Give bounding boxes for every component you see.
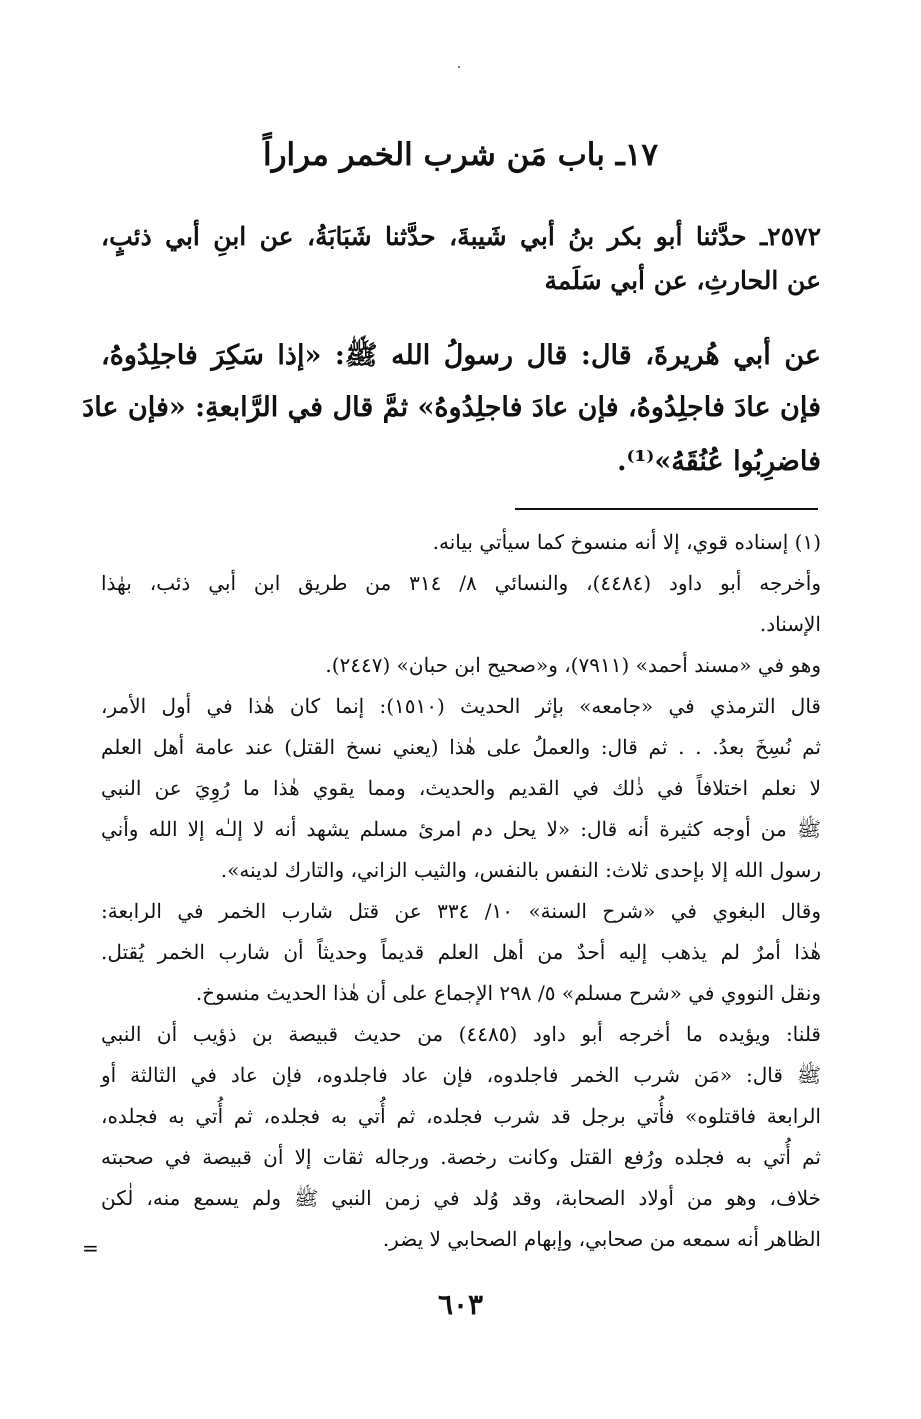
footnote-line: وأخرجه أبو داود (٤٤٨٤)، والنسائي ٨/ ٣١٤ من طريق ابن أبي ذئب، بهٰذا — [101, 571, 822, 595]
footnote-line: الرابعة فاقتلوه» فأُتي برجل قد شرب فجلده، ثم أُتي به فجلده، ثم أُتي به فجلده، — [101, 1104, 821, 1128]
footnote-line: خلاف، وهو من أولاد الصحابة، وقد وُلد في زمن النبي ﷺ ولم يسمع منه، لٰكن — [101, 1186, 821, 1210]
footnote-separator — [515, 508, 818, 510]
footnote-line: الظاهر أنه سمعه من صحابي، وإبهام الصحابي لا يضر. — [382, 1227, 821, 1251]
footnote-line: لا نعلم اختلافاً في ذٰلك في القديم والحديث، ومما يقوي هٰذا ما رُوِيَ عن النبي — [101, 776, 821, 800]
hadith-isnad-line: ٢٥٧٢ـ حدَّثنا أبو بكر بنُ أبي شَيبةَ، حدَّثنا شَبَابَةُ، عن ابنِ أبي ذئبٍ، — [101, 222, 821, 251]
footnote-line: وهو في «مسند أحمد» (٧٩١١)، و«صحيح ابن حبان» (٢٤٤٧). — [325, 653, 821, 677]
print-speck — [458, 66, 460, 68]
footnote-continuation-mark: = — [82, 1236, 99, 1260]
footnote-line: قال الترمذي في «جامعه» بإثر الحديث (١٥١٠): إنما كان هٰذا في أول الأمر، — [101, 694, 821, 718]
hadith-isnad-line: عن الحارثِ، عن أبي سَلَمة — [544, 266, 821, 295]
footnote-line: الإسناد. — [759, 612, 821, 636]
hadith-matn-line: فإن عادَ فاجلِدُوهُ، فإن عادَ فاجلِدُوهُ» ثمَّ قال في الرَّابعةِ: «فإن عادَ — [82, 392, 821, 423]
footnote-line: ثم نُسِخَ بعدُ. . . ثم قال: والعملُ على هٰذا (يعني نسخ القتل) عند عامة أهل العلم — [101, 735, 821, 759]
footnote-line: ﷺ من أوجه كثيرة أنه قال: «لا يحل دم امرئ مسلم يشهد أنه لا إلـٰه إلا الله وأني — [101, 817, 821, 841]
page-number: ٦٠٣ — [437, 1288, 484, 1321]
footnote-line: رسول الله إلا بإحدى ثلاث: النفس بالنفس، والثيب الزاني، والتارك لدينه». — [220, 858, 821, 882]
hadith-matn-line: فاضرِبُوا عُنُقَهُ»⁽¹⁾. — [617, 446, 821, 477]
footnote-line: هٰذا أمرٌ لم يذهب إليه أحدٌ من أهل العلم قديماً وحديثاً أن شارب الخمر يُقتل. — [101, 940, 821, 964]
footnote-line: (١) إسناده قوي، إلا أنه منسوخ كما سيأتي بيانه. — [432, 530, 821, 554]
chapter-heading: ١٧ـ باب مَن شرب الخمر مراراً — [262, 137, 659, 173]
footnote-line: ونقل النووي في «شرح مسلم» ٥/ ٢٩٨ الإجماع على أن هٰذا الحديث منسوخ. — [195, 981, 821, 1005]
footnote-line: ﷺ قال: «مَن شرب الخمر فاجلدوه، فإن عاد فاجلدوه، فإن عاد في الثالثة أو — [101, 1063, 821, 1087]
footnote-line: قلنا: ويؤيده ما أخرجه أبو داود (٤٤٨٥) من حديث قبيصة بن ذؤيب أن النبي — [101, 1022, 821, 1046]
footnote-line: وقال البغوي في «شرح السنة» ١٠/ ٣٣٤ عن قتل شارب الخمر في الرابعة: — [101, 899, 821, 923]
hadith-matn-line: عن أبي هُريرةَ، قال: قال رسولُ الله ﷺ: «إذا سَكِرَ فاجلِدُوهُ، — [101, 340, 821, 371]
footnote-line: ثم أُتي به فجلده ورُفع القتل وكانت رخصة. ورجاله ثقات إلا أن قبيصة في صحبته — [101, 1145, 821, 1169]
